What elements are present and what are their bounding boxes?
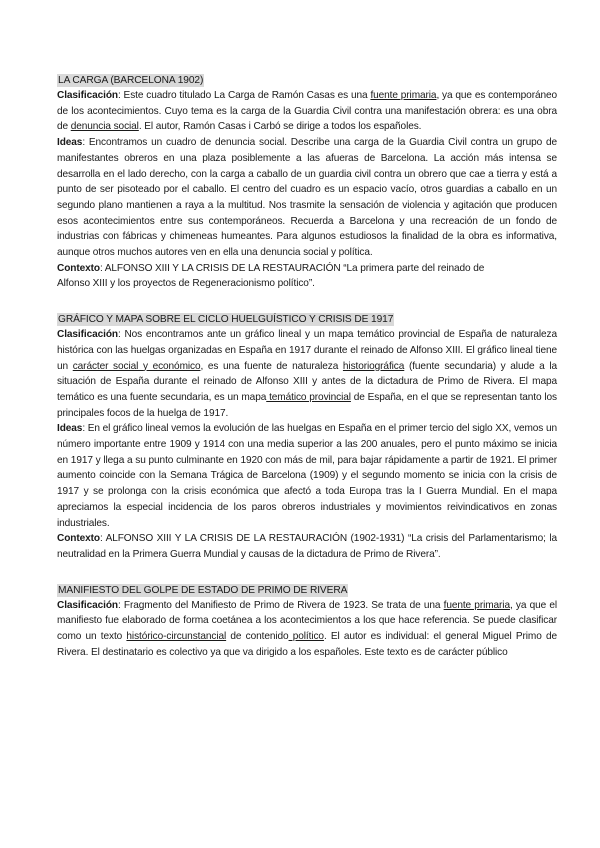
section-heading: GRÁFICO Y MAPA SOBRE EL CICLO HUELGUÍSTICO Y CRISIS DE 1917 bbox=[58, 314, 394, 326]
clasificacion-paragraph bbox=[57, 88, 557, 135]
section-heading: MANIFIESTO DEL GOLPE DE ESTADO DE PRIMO DE RIVERA bbox=[58, 584, 348, 596]
ideas-paragraph bbox=[57, 421, 557, 531]
text-run: . El autor, Ramón Casas i Carbó se dirige a todos los españoles. bbox=[138, 121, 422, 133]
underlined-term: carácter social y económico bbox=[72, 360, 201, 372]
text-run: (fuente secundaria) y alude a la situación de España durante el reinado de Alfonso XIII y antes de la dictadura de Primo de Rivera. El mapa temático es una fuente secundaria, es un mapa bbox=[57, 360, 558, 403]
text-run: : Nos encontramos ante un gráfico lineal y un mapa temático provincial de España de naturaleza histórica con las huelgas organizadas en España en 1917 durante el reinado de Alfonso XIII. El gráfico lineal tiene un bbox=[57, 329, 557, 372]
section-heading: LA CARGA (BARCELONA 1902) bbox=[58, 75, 204, 86]
contexto-label: Contexto bbox=[57, 262, 100, 274]
contexto-paragraph bbox=[57, 531, 557, 562]
section-huelgas-1917 bbox=[57, 309, 557, 563]
underlined-term: historiográfica bbox=[342, 360, 405, 372]
ideas-label: Ideas bbox=[57, 137, 83, 149]
underlined-term: denuncia social bbox=[70, 121, 139, 133]
text-run: , es una fuente de naturaleza bbox=[200, 360, 343, 372]
text-run: Alfonso XIII y los proyectos de Regeneracionismo político”. bbox=[57, 278, 315, 290]
text-run: : ALFONSO XIII Y LA CRISIS DE LA RESTAURACIÓN (1902-1931) “La crisis del Parlamentarismo; la neutralidad en la Primera Guerra Mundial y causas de la dictadura de Primo de Rivera”. bbox=[57, 533, 557, 560]
clasificacion-label: Clasificación bbox=[57, 90, 118, 101]
text-run: : Este cuadro titulado La Carga de Ramón Casas es una bbox=[117, 90, 371, 101]
section-la-carga bbox=[57, 70, 557, 292]
contexto-paragraph bbox=[57, 261, 557, 292]
text-run: . El autor es individual: el general Miguel Primo de Rivera. El destinatario es colectivo ya que va dirigido a los españoles. Este texto es de carácter público bbox=[57, 631, 558, 658]
underlined-term: temático provincial bbox=[266, 391, 351, 403]
underlined-term: fuente primaria bbox=[443, 599, 510, 611]
contexto-label: Contexto bbox=[57, 533, 100, 545]
clasificacion-label: Clasificación bbox=[57, 329, 118, 341]
underlined-term: histórico-circunstancial bbox=[126, 631, 227, 643]
text-run: : Encontramos un cuadro de denuncia social. Describe una carga de la Guardia Civil contra un grupo de manifestantes obreros en una plaza posiblemente a las afueras de Barcelona. La acción más intensa se desarrolla en el lado derecho, con la carga a caballo de un guardia civil contra un obrero que cae a tierra y está a punto de ser pisoteado por el caballo. El centro del cuadro es un espacio vacío, otros guardias a caballo en un segundo plano mantienen a raya a la multitud. Nos trasmite la sensación de violencia y agitación que producen esos acontecimientos entre sus contemporáneos. Recuerda a Barcelona y una recreación de un fondo de industrias con fábricas y chimeneas humeantes. Para algunos estudiosos la finalidad de la obra es informativa, aunque otros muchos autores ven en ella una denuncia social y política. bbox=[57, 137, 557, 259]
text-run: : ALFONSO XIII Y LA CRISIS DE LA RESTAURACIÓN “La primera parte del reinado de bbox=[99, 262, 485, 274]
clasificacion-paragraph bbox=[57, 327, 557, 421]
text-run: de contenido bbox=[226, 631, 289, 643]
text-run: de España, en el que se representan tanto los principales focos de la huelga de 1917. bbox=[57, 391, 557, 419]
ideas-paragraph bbox=[57, 135, 557, 261]
underlined-term: fuente primaria bbox=[370, 90, 437, 101]
section-manifiesto-primo-de-rivera bbox=[57, 580, 557, 661]
ideas-label: Ideas bbox=[57, 423, 83, 435]
underlined-term: político bbox=[288, 631, 324, 643]
clasificacion-label: Clasificación bbox=[57, 599, 118, 611]
text-run: : En el gráfico lineal vemos la evolución de las huelgas en España en el primer tercio del siglo XX, vemos un número importante entre 1909 y 1914 con una media superior a las 200 anuales, pero el punto máximo se inicia en 1917 y llega a su punto culminante en 1920 con más de mil, para bajar rápidamente a partir de 1921. El primer aumento coincide con la Semana Trágica de Barcelona (1909) y el segundo momento se inicia con la crisis de 1917 y se prolonga con la crisis económica que afectó a toda Europa tras la I Guerra Mundial. En el mapa apreciamos la especial incidencia de los paros obreros industriales y movimientos reivindicativos en zonas industriales. bbox=[57, 423, 557, 529]
text-run: , ya que el manifiesto fue elaborado de forma coetánea a los acontecimientos a los que hace referencia. Se puede clasificar como un texto bbox=[57, 599, 558, 643]
clasificacion-paragraph bbox=[57, 598, 557, 661]
text-run: : Fragmento del Manifiesto de Primo de Rivera de 1923. Se trata de una bbox=[117, 599, 444, 611]
text-run: , ya que es contemporáneo de los acontecimientos. Cuyo tema es la carga de la Guardia Civil contra una manifestación obrera: es una obra de bbox=[57, 90, 558, 133]
